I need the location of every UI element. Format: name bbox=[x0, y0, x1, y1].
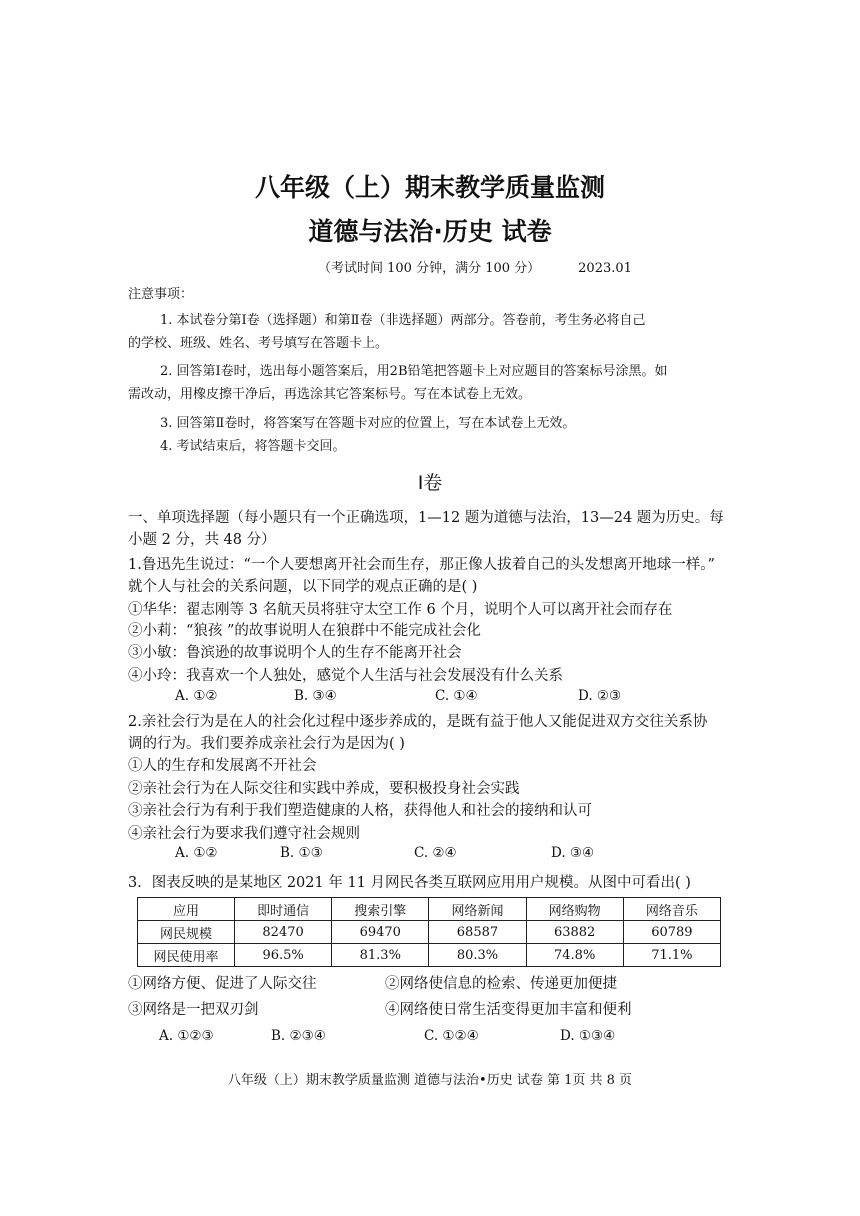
notice-item: 2. 回答第Ⅰ卷时，选出每小题答案后，用2B铅笔把答题卡上对应题目的答案标号涂黑。如 bbox=[160, 364, 668, 379]
q3-option-b: B. ②③④ bbox=[271, 1028, 326, 1044]
q3-statement: ②网络使信息的检索、传递更加便捷 bbox=[385, 976, 617, 992]
q2-option-a: A. ①② bbox=[175, 845, 218, 861]
table-cell: 71.1% bbox=[623, 944, 720, 967]
q1-statement: ③小敏：鲁滨逊的故事说明个人的生存不能离开社会 bbox=[128, 645, 462, 661]
exam-info: （考试时间 100 分钟，满分 100 分） bbox=[318, 261, 541, 276]
q2-option-c: C. ②④ bbox=[414, 845, 457, 861]
q2-statement: ③亲社会行为有利于我们塑造健康的人格，获得他人和社会的接纳和认可 bbox=[128, 803, 592, 819]
table-cell: 63882 bbox=[526, 921, 623, 944]
q2-statement: ④亲社会行为要求我们遵守社会规则 bbox=[128, 826, 360, 842]
table-cell: 60789 bbox=[623, 921, 720, 944]
q3-statement: ④网络使日常生活变得更加丰富和便利 bbox=[385, 1002, 632, 1018]
q2-statement: ②亲社会行为在人际交往和实践中养成，要积极投身社会实践 bbox=[128, 781, 520, 797]
exam-subtitle: 道德与法治·历史 试卷 bbox=[308, 217, 552, 246]
page-footer: 八年级（上）期末教学质量监测 道德与法治•历史 试卷 第 1页 共 8 页 bbox=[227, 1073, 633, 1088]
q2-option-b: B. ①③ bbox=[280, 845, 323, 861]
table-cell: 74.8% bbox=[526, 944, 623, 967]
part-instructions: 一、单项选择题（每小题只有一个正确选项，1—12 题为道德与法治，13—24 题为历史。每 bbox=[128, 510, 724, 526]
table-row bbox=[138, 921, 721, 944]
table-header-row bbox=[138, 898, 721, 921]
q1-statement: ①华华：翟志刚等 3 名航天员将驻守太空工作 6 个月，说明个人可以离开社会而存在 bbox=[128, 602, 673, 618]
q3-data-table bbox=[137, 897, 721, 967]
notice-item: 3. 回答第Ⅱ卷时，将答案写在答题卡对应的位置上，写在本试卷上无效。 bbox=[160, 416, 576, 431]
table-header-cell: 应用 bbox=[138, 898, 235, 921]
q2-statement: ①人的生存和发展离不开社会 bbox=[128, 758, 317, 774]
table-cell: 96.5% bbox=[235, 944, 332, 967]
q1-stem: 就个人与社会的关系问题，以下同学的观点正确的是( ) bbox=[128, 579, 478, 595]
q3-statement: ③网络是一把双刃剑 bbox=[128, 1002, 259, 1018]
table-cell: 网民规模 bbox=[138, 921, 235, 944]
notice-item: 的学校、班级、姓名、考号填写在答题卡上。 bbox=[128, 336, 389, 351]
table-header-cell: 搜索引擎 bbox=[332, 898, 429, 921]
exam-meta bbox=[318, 257, 632, 276]
q1-statement: ②小莉：“狼孩 ”的故事说明人在狼群中不能完成社会化 bbox=[128, 623, 481, 639]
q3-option-d: D. ①③④ bbox=[560, 1028, 616, 1044]
q3-option-a: A. ①②③ bbox=[159, 1028, 214, 1044]
notice-heading: 注意事项： bbox=[128, 287, 194, 302]
section-title: Ⅰ卷 bbox=[417, 472, 443, 494]
q1-statement: ④小玲：我喜欢一个人独处，感觉个人生活与社会发展没有什么关系 bbox=[128, 668, 563, 684]
q2-stem: 调的行为。我们要养成亲社会行为是因为( ) bbox=[128, 736, 405, 752]
notice-item: 1. 本试卷分第Ⅰ卷（选择题）和第Ⅱ卷（非选择题）两部分。答卷前，考生务必将自己 bbox=[160, 313, 646, 328]
q2-option-d: D. ③④ bbox=[551, 845, 595, 861]
q1-option-a: A. ①② bbox=[175, 688, 218, 704]
exam-title: 八年级（上）期末教学质量监测 bbox=[254, 173, 605, 202]
q1-stem: 1.鲁迅先生说过：“一个人要想离开社会而生存，那正像人拔着自己的头发想离开地球一样。” bbox=[128, 557, 715, 573]
table-cell: 82470 bbox=[235, 921, 332, 944]
table-cell: 80.3% bbox=[429, 944, 526, 967]
table-header-cell: 网络购物 bbox=[526, 898, 623, 921]
q1-option-c: C. ①④ bbox=[435, 688, 478, 704]
table-header-cell: 网络音乐 bbox=[623, 898, 720, 921]
q2-stem: 2.亲社会行为是在人的社会化过程中逐步养成的，是既有益于他人又能促进双方交往关系协 bbox=[128, 714, 708, 730]
notice-item: 4. 考试结束后，将答题卡交回。 bbox=[160, 439, 346, 454]
notice-item: 需改动，用橡皮擦干净后，再选涂其它答案标号。写在本试卷上无效。 bbox=[128, 387, 532, 402]
table-header-cell: 即时通信 bbox=[235, 898, 332, 921]
exam-date: 2023.01 bbox=[578, 261, 632, 276]
q3-option-c: C. ①②④ bbox=[424, 1028, 479, 1044]
part-instructions: 小题 2 分，共 48 分） bbox=[128, 532, 276, 548]
q1-option-b: B. ③④ bbox=[294, 688, 337, 704]
table-cell: 68587 bbox=[429, 921, 526, 944]
q1-option-d: D. ②③ bbox=[578, 688, 622, 704]
table-cell: 81.3% bbox=[332, 944, 429, 967]
table-header-cell: 网络新闻 bbox=[429, 898, 526, 921]
table-row bbox=[138, 944, 721, 967]
q3-statement: ①网络方便、促进了人际交往 bbox=[128, 976, 317, 992]
table-cell: 网民使用率 bbox=[138, 944, 235, 967]
q3-stem: 3．图表反映的是某地区 2021 年 11 月网民各类互联网应用用户规模。从图中可看出( ) bbox=[128, 875, 691, 891]
table-cell: 69470 bbox=[332, 921, 429, 944]
